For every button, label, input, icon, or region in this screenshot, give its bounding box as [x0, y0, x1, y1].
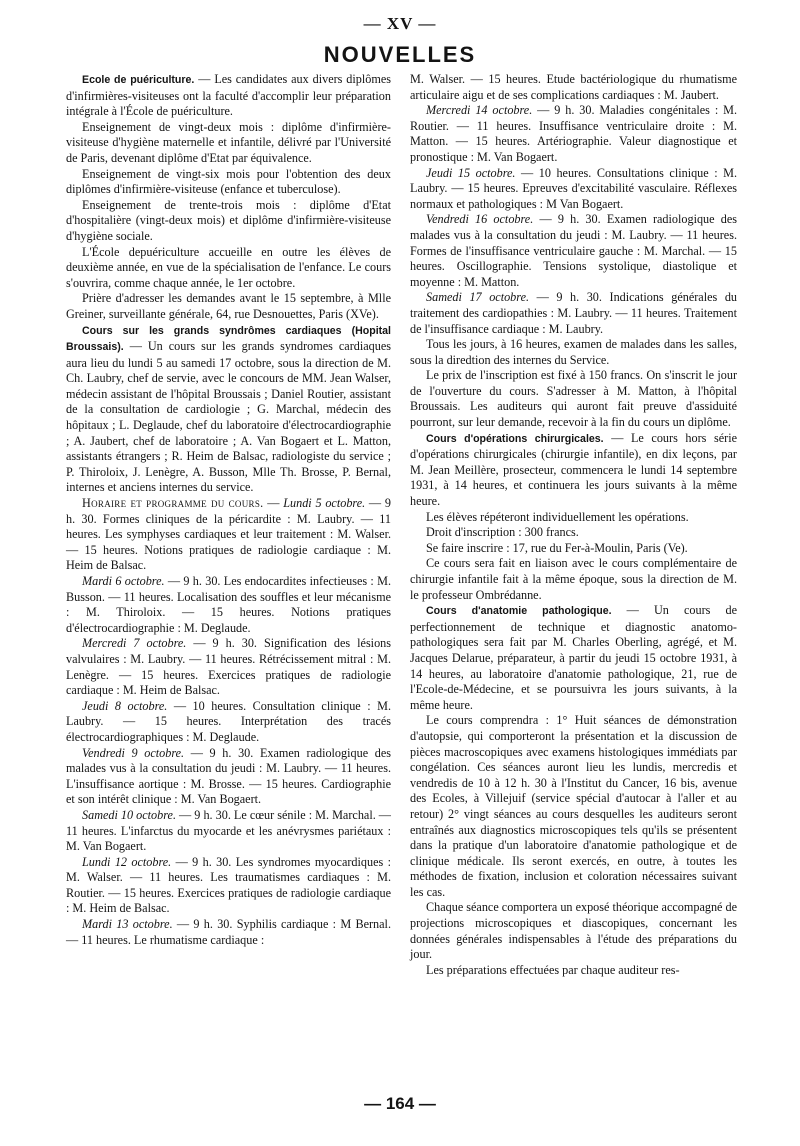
- paragraph-text: — Un cours sur les grands syndromes cardiaques aura lieu du lundi 5 au samedi 17 octobre, sous la direction de M. Ch. Laubry, chef de servie, avec le concours de MM. Jean Walser, médecin assistant de l'hôpital Broussais ; Daniel Routier, assistant de la consultation de cardiologie ; G. Marchal, médecin des hôpitaux ; L. Deglaude, chef du laboratoire d'électrocardiographie ; A. Jaubert, chef de laboratoire ; A. Van Bogaert et L. Matton, assistants étrangers ; R. Heim de Balsac, radiologiste du service ; P. Thiroloix, J. Lenègre, A. Busson, Mlle Th. Brosse, P. Bernal, internes et anciens internes du service.: [66, 339, 391, 495]
- left-column: [66, 72, 391, 948]
- paragraph-text: — Le cours hors série d'opérations chirurgicales (chirurgie infantile), en dix leçons, par M. Jean Meillère, prosecteur, commencera le lundi 14 septembre 1931, à 14 heures, et continuera les jours suivants à la même heure.: [410, 430, 738, 509]
- schedule-day: Lundi 12 octobre.: [82, 854, 172, 869]
- schedule-entry: [410, 212, 737, 290]
- schedule-text: — 9 h. 30. Le cœur sénile : M. Marchal. — 11 heures. L'infarctus du myocarde et les anévrysmes pariétaux : M. Van Bogaert.: [66, 807, 391, 854]
- schedule-entry: Horaire et programme du cours. — Lundi 5 octobre. — 9 h. 30. Formes cliniques de la péricardite : M. Laubry. — 11 heures. Les symphyses cardiaques et leur traitement : M. Walser. — 15 heures. Notions pratiques de radiologie cardiaque : M. Heim de Balsac.: [66, 496, 391, 573]
- schedule-text: — 9 h. 30. Examen radiologique des malades vus à la consultation du jeudi : M. Laubry. — 11 heures. Formes de l'insuffisance ventriculaire gauche : M. Marchal. — 15 heures. Oscillographie. Tensions systolique, diastolique et moyenne : M. Matton.: [410, 212, 737, 289]
- schedule-heading: Horaire et programme du cours.: [82, 496, 264, 511]
- schedule-text: — 9 h. 30. Signification des lésions valvulaires : M. Laubry. — 11 heures. Rétrécissement mitral : M. Lenègre. — 15 heures. Exercices pratiques de radiologie cardiaque : M. Heim de Balsac.: [66, 636, 392, 698]
- schedule-text: — 9 h. 30. Les endocardites infectieuses : M. Busson. — 11 heures. Localisation des souffles et leur mécanisme : M. Thiroloix. — 15 heures. Notions pratiques d'électrocardiographie : M. Deglaude.: [66, 574, 391, 635]
- schedule-text: — 9 h. 30. Examen radiologique des malades vus à la consultation du jeudi : M. Laubry. — 11 heures. L'insuffisance aortique : M. Brosse. — 15 heures. Cardiographie et son intérêt clinique : M. Van Bogaert.: [66, 745, 391, 807]
- paragraph: Enseignement de vingt-six mois pour l'obtention des deux diplômes d'infirmière-visiteuse (enfance et tuberculose).: [66, 166, 391, 197]
- schedule-entry: [410, 166, 737, 213]
- paragraph: Chaque séance comportera un exposé théorique accompagné de projections microscopiques et diascopiques, concernant les données générales indispensables à l'étude des préparations du jour.: [410, 900, 737, 962]
- schedule-text: — 10 heures. Consultations clinique : M. Laubry. — 15 heures. Epreuves d'excitabilité vasculaire. Réflexes normaux et pathologiques : M Van Bogaert.: [410, 165, 738, 211]
- schedule-entry: [410, 103, 737, 165]
- paragraph-heading: Cours d'opérations chirurgicales.: [426, 432, 604, 445]
- paragraph: Le cours comprendra : 1° Huit séances de démonstration d'autopsie, qui comporteront la présentation et la discussion de pièces macroscopiques avec examens histologiques immédiats par congélation. Ces séances auront lieu les lundis, mercredis et vendredis de 10 à 12 h. 30 à l'Institut du Cancer, 16 bis, avenue des Ecoles, à Villejuif (service spécial d'autocar à l'aller et au retour) 2° vingt séances au cours desquelles les auditeurs seront entraînés aux diagnostics microscopiques tels qu'ils se présentent dans la pratique d'un laboratoire d'anatomie pathologique et de clinique médicale. Ils seront exercés, en outre, à toutes les méthodes de fixation, inclusion et coloration nécessaires suivant les cas.: [410, 713, 737, 899]
- schedule-entry: [410, 290, 737, 337]
- schedule-day: Vendredi 16 octobre.: [426, 212, 534, 227]
- schedule-entry: [66, 917, 391, 948]
- schedule-entry: [66, 574, 391, 636]
- schedule-text: — 9 h. 30. Indications générales du traitement des cardiopathies : M. Laubry. — 11 heures. Traitement de l'insuffisance cardiaque : M. Laubry.: [410, 290, 738, 336]
- schedule-day: Mercredi 14 octobre.: [426, 103, 533, 118]
- paragraph: L'École depuériculture accueille en outre les élèves de deuxième année, en vue de la spécialisation de l'enfance. Le cours s'ouvrira, comme chaque année, le 1er octobre.: [66, 244, 391, 290]
- paragraph: Les élèves répéteront individuellement les opérations.: [426, 509, 689, 524]
- paragraph: Droit d'inscription : 300 francs.: [426, 525, 579, 540]
- schedule-text: — 9 h. 30. Syphilis cardiaque : M Bernal. — 11 heures. Le rhumatisme cardiaque :: [66, 917, 391, 947]
- schedule-day: Lundi 5 octobre.: [283, 496, 366, 511]
- paragraph-heading: Cours d'anatomie pathologique.: [426, 605, 612, 618]
- paragraph-text: — Un cours de perfectionnement de technique et diagnostic anatomo-pathologiques sera fait par M. Charles Oberling, agrégé, et M. Jacques Delarue, préparateur, à partir du jeudi 15 octobre 1931, à 14 heures, au laboratoire d'anatomie pathologique, 21, rue de l'Ecole-de-Médecine, et se poursuivra les jours suivants, à la même heure.: [410, 603, 737, 712]
- paragraph: Se faire inscrire : 17, rue du Fer-à-Moulin, Paris (Ve).: [426, 540, 688, 555]
- schedule-day: Jeudi 15 octobre.: [426, 165, 516, 180]
- section-title: NOUVELLES: [323, 42, 477, 67]
- paragraph: Prière d'adresser les demandes avant le 15 septembre, à Mlle Greiner, surveillante générale, 64, rue Desnouettes, Paris (XVe).: [66, 291, 391, 321]
- schedule-day: Samedi 17 octobre.: [426, 290, 530, 305]
- page-number: — 164 —: [364, 1094, 436, 1113]
- paragraph: Enseignement de vingt-deux mois : diplôme d'infirmière-visiteuse d'hygiène maternelle et infantile, délivré par l'Université de Paris, devenant diplôme d'Etat par équivalence.: [66, 119, 391, 165]
- paragraph-text: — Les candidates aux divers diplômes d'infirmières-visiteuses ont la faculté d'accomplir leur préparation intégrale à l'École de puériculture.: [66, 72, 391, 119]
- paragraph-cours-anatomie: [410, 603, 737, 713]
- paragraph: Les préparations effectuées par chaque auditeur res-: [426, 962, 680, 977]
- right-column: [410, 72, 737, 978]
- schedule-entry: [66, 808, 391, 855]
- running-header-roman: — XV —: [363, 14, 437, 33]
- schedule-day: Mardi 6 octobre.: [82, 574, 165, 588]
- paragraph-cours-cardiaques: [66, 323, 391, 497]
- paragraph: Le prix de l'inscription est fixé à 150 francs. On s'inscrit le jour de l'ouverture du cours. S'adresser à M. Matton, à l'hôpital Broussais. Les auditeurs qui auront fait preuve d'assiduité pourront, sur leur demande, recevoir à la fin du cours un diplôme.: [410, 368, 737, 430]
- schedule-day: Mercredi 7 octobre.: [82, 636, 187, 651]
- paragraph-heading: Ecole de puériculture.: [82, 74, 195, 86]
- schedule-entry: [66, 855, 391, 917]
- paragraph-ecole-puericulture: [66, 72, 391, 120]
- paragraph: Tous les jours, à 16 heures, examen de malades dans les salles, sous la diredtion des internes du Service.: [410, 337, 737, 367]
- schedule-day: Vendredi 9 octobre.: [82, 745, 185, 760]
- schedule-text: — 9 h. 30. Formes cliniques de la péricardite : M. Laubry. — 11 heures. Les symphyses cardiaques et leur traitement : M. Walser. — 15 heures. Notions pratiques de radiologie cardiaque : M. Heim de Balsac.: [66, 496, 391, 573]
- paragraph-cours-operations: [410, 431, 737, 510]
- paragraph-heading: Cours sur les grands syndrômes cardiaques (Hopital Broussais).: [66, 324, 391, 354]
- paragraph: Enseignement de trente-trois mois : diplôme d'Etat d'hospitalière (vingt-deux mois) et diplôme d'infirmière-visiteuse d'hygiène sociale.: [66, 197, 391, 243]
- schedule-day: Samedi 10 octobre.: [82, 807, 176, 822]
- schedule-entry: [66, 746, 391, 808]
- schedule-text: — 9 h. 30. Les syndromes myocardiques : M. Walser. — 11 heures. Les traumatismes cardiaques : M. Routier. — 15 heures. Exercices pratiques de radiologie cardiaque : M. Heim de Balsac.: [66, 854, 391, 916]
- schedule-entry: [66, 699, 391, 746]
- schedule-entry: [66, 636, 391, 698]
- paragraph: Ce cours sera fait en liaison avec le cours complémentaire de chirurgie infantile fait à la même époque, sous la direction de M. le professeur Ombrédanne.: [410, 556, 737, 602]
- paragraph-continued: M. Walser. — 15 heures. Etude bactériologique du rhumatisme articulaire aigu et de ses complications cardiaques : M. Jaubert.: [410, 72, 737, 102]
- schedule-day: Mardi 13 octobre.: [82, 917, 173, 932]
- schedule-text: — 10 heures. Consultation clinique : M. Laubry. — 15 heures. Interprétation des tracés électrocardiographiques : M. Deglaude.: [66, 698, 391, 744]
- schedule-day: Jeudi 8 octobre.: [82, 698, 168, 713]
- schedule-text: — 9 h. 30. Maladies congénitales : M. Routier. — 11 heures. Insuffisance ventriculaire droite : M. Matton. — 15 heures. Artériographie. Valeur diagnostique et pronostique : M. Van Bogaert.: [410, 103, 738, 164]
